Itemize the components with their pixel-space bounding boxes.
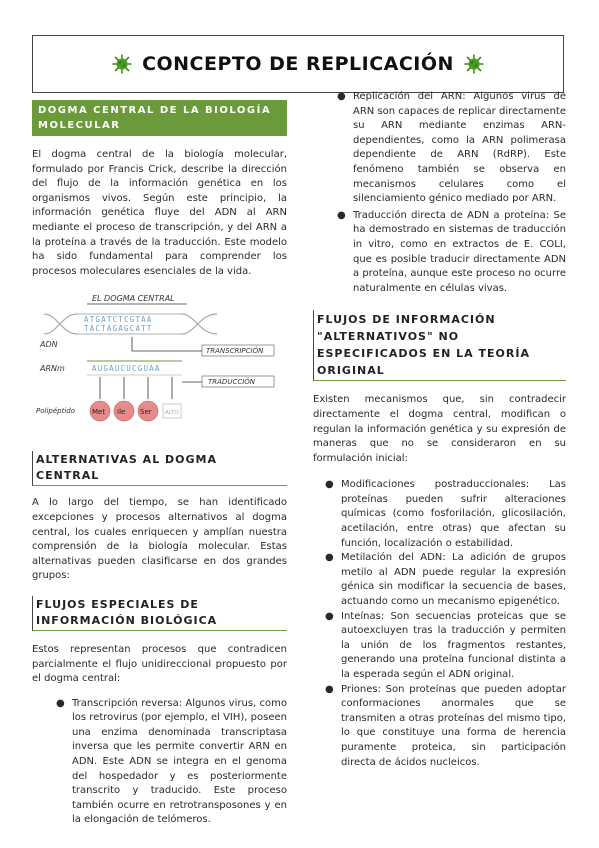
- section-heading-flujos-especiales: FLUJOS ESPECIALES DE INFORMACIÓN BIOLÓGICA: [32, 596, 287, 631]
- virus-icon: [112, 54, 132, 74]
- right-column: [313, 90, 566, 770]
- traduccion-label: TRADUCCIÓN: [208, 378, 256, 387]
- bullet-icon: ●: [325, 610, 334, 622]
- bullet-icon: ●: [325, 552, 334, 564]
- bullet-icon: ●: [325, 479, 334, 491]
- alternativas-paragraph: A lo largo del tiempo, se han identificado excepciones y procesos alternativos al dogma central, los cuales enriquecen y amplían nuestra comprensión de la biología molecular. Estas alternativas pueden clasificarse en dos grandes grupos:: [32, 497, 287, 582]
- list-item: ● Priones: Son proteínas que pueden adoptar conformaciones anormales que se transmiten a otras proteínas del mismo tipo, lo que constituye una forma de herencia puramente proteica, sin participación directa de ácidos nucleicos.: [325, 683, 566, 768]
- dna-bottom-strand: TACTAGAGCATT: [84, 324, 153, 334]
- bullet-icon: ●: [337, 91, 346, 102]
- list-item: ● Replicación del ARN: Algunos virus de ARN son capaces de replicar directamente su ARN mediante enzimas ARN-dependientes, como la ARN polimerasa dependiente de ARN (RdRP). Este fenómeno también se observa en mecanismos celulares como el silenciamiento génico mediado por ARN.: [337, 91, 566, 205]
- bullet-icon: ●: [325, 683, 334, 695]
- flujos-alternativos-paragraph: Existen mecanismos que, sin contradecir directamente el dogma central, modifican o regulan la información genética y su expresión de maneras que no se consideraron en su formulación inicial:: [313, 394, 566, 464]
- dna-top-strand: ATGATCTCGTAA: [84, 315, 153, 325]
- transcripcion-label: TRANSCRIPCIÓN: [206, 347, 264, 356]
- adn-label: ADN: [40, 340, 58, 350]
- left-column: [32, 100, 287, 828]
- flujos-especiales-list: [56, 697, 287, 828]
- list-item: ● Transcripción reversa: Algunos virus, como los retrovirus (por ejemplo, el VIH), poseen una enzima denominada transcriptasa inversa que les permite convertir ARN en ADN. Este ADN se integra en el genoma del hospedador y es posteriormente transcrito y traducido. Este proceso también ocurre en retrotransposones y en la elongación de telómeros.: [56, 697, 287, 826]
- section-heading-alternativas: ALTERNATIVAS AL DOGMA CENTRAL: [32, 451, 287, 486]
- section-heading-dogma: DOGMA CENTRAL DE LA BIOLOGÍA MOLECULAR: [32, 100, 287, 136]
- list-item: ● Metilación del ADN: La adición de grupos metilo al ADN puede regular la expresión génica sin modificar la secuencia de bases, actuando como un mecanismo epigenético.: [325, 552, 566, 608]
- page-title: CONCEPTO DE REPLICACIÓN: [142, 53, 454, 75]
- flujos-especiales-list-cont: [337, 90, 566, 296]
- title-box: [32, 35, 564, 93]
- rna-strand: AUGAUCUCGUAA: [92, 364, 161, 374]
- bullet-icon: ●: [56, 697, 65, 709]
- bullet-icon: ●: [337, 209, 346, 221]
- flujos-especiales-paragraph: Estos representan procesos que contradicen parcialmente el flujo unidireccional propuesto por el dogma central:: [32, 643, 287, 685]
- arnm-label: ARNm: [40, 364, 65, 374]
- flujos-alternativos-list: [325, 478, 566, 770]
- aa-met: Met: [92, 408, 106, 417]
- list-item: ● Modificaciones postraduccionales: Las proteínas pueden sufrir alteraciones químicas (como fosforilación, glicosilación, acetilación, entre otras) que afectan su función, localización o estabilidad.: [325, 479, 566, 549]
- dogma-paragraph: El dogma central de la biología molecular, formulado por Francis Crick, describe la dirección del flujo de la información genética en los organismos vivos. Según este principio, la información genética fluye del ADN al ARN mediante el proceso de transcripción, y del ARN a la proteína a través de la traducción. Este modelo ha sido fundamental para comprender los procesos moleculares esenciales de la vida.: [32, 149, 287, 277]
- central-dogma-diagram: [32, 289, 287, 439]
- list-item: ● Inteínas: Son secuencias proteicas que se autoexcluyen tras la traducción y permiten la unión de los fragmentos restantes, generando una proteína funcional distinta a la esperada según el ADN original.: [325, 610, 566, 680]
- section-heading-flujos-alternativos: FLUJOS DE INFORMACIÓN "ALTERNATIVOS" NO ESPECIFICADOS EN LA TEORÍA ORIGINAL: [313, 310, 566, 381]
- polipeptido-label: Polipéptido: [36, 407, 76, 416]
- virus-icon: [464, 54, 484, 74]
- aa-ile: Ile: [117, 408, 126, 417]
- diagram-title: EL DOGMA CENTRAL: [92, 294, 175, 304]
- aa-ser: Ser: [140, 408, 152, 417]
- aa-alto: ALTO: [165, 410, 179, 417]
- list-item: ● Traducción directa de ADN a proteína: Se ha demostrado en sistemas de traducción in vitro, como en extractos de E. COLI, que es posible traducir directamente ADN a proteína, aunque este proceso no ocurre naturalmente en células vivas.: [337, 209, 566, 294]
